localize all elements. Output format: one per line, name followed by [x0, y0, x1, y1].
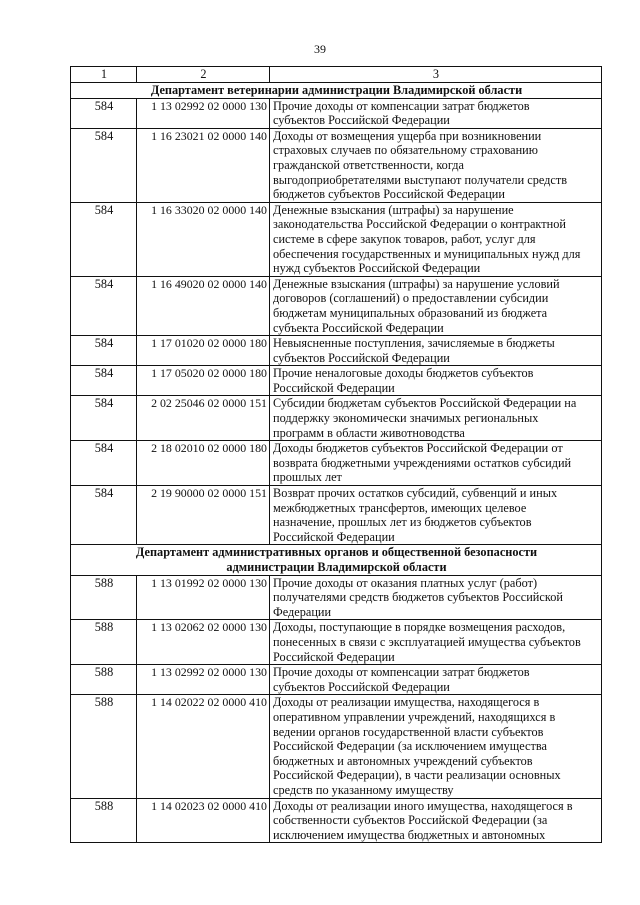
description-line: субъектов Российской Федерации [273, 350, 450, 365]
description-line: межбюджетных трансфертов, имеющих целевое [273, 500, 527, 515]
description-line: бюджетам муниципальных образований из бюджета [273, 305, 548, 320]
description-line: Прочие доходы от компенсации затрат бюджетов [273, 98, 530, 113]
description-line: понесенных в связи с эксплуатацией имущества субъектов [273, 634, 581, 649]
table-row [71, 336, 602, 366]
department-heading-line: Департамент ветеринарии администрации Владимирской области [150, 83, 523, 97]
administrator-code-cell: 584 [71, 336, 137, 366]
description-line: Российской Федерации), в части реализации основных [273, 768, 561, 783]
description-line: бюджетных и автономных учреждений субъектов [273, 753, 533, 768]
description-line: программ в области животноводства [273, 425, 465, 440]
description-line: Прочие доходы от компенсации затрат бюджетов [273, 665, 530, 680]
administrator-code-cell: 584 [71, 441, 137, 486]
description-line: выгодоприобретателями выступают получатели средств [273, 172, 568, 187]
revenue-description-cell [270, 202, 602, 276]
description-line: Прочие неналоговые доходы бюджетов субъектов [273, 366, 534, 381]
description-line: системе в сфере закупок товаров, работ, услуг для [273, 231, 536, 246]
revenue-code-cell: 1 14 02023 02 0000 410 [137, 798, 270, 843]
table-row [71, 396, 602, 441]
description-line: собственности субъектов Российской Федерации (за [273, 813, 548, 828]
table-row [71, 366, 602, 396]
administrator-code-cell: 584 [71, 98, 137, 128]
description-line: Федерации [273, 604, 332, 619]
description-line: бюджетов субъектов Российской Федерации [273, 187, 505, 202]
table-row [71, 128, 602, 202]
description-line: Доходы от возмещения ущерба при возникновении [273, 128, 542, 143]
table-row [71, 98, 602, 128]
revenue-description-cell [270, 366, 602, 396]
description-line: страховых случаев по обязательному страхованию [273, 143, 538, 158]
revenue-description-cell [270, 276, 602, 335]
revenue-code-cell: 1 13 02062 02 0000 130 [137, 620, 270, 665]
description-line: Прочие доходы от оказания платных услуг (работ) [273, 575, 538, 590]
table-row [71, 486, 602, 545]
department-heading-row [71, 545, 602, 575]
administrator-code-cell: 584 [71, 128, 137, 202]
description-line: Российской Федерации (за исключением имущества [273, 739, 547, 754]
revenue-codes-table [70, 66, 602, 843]
revenue-description-cell [270, 396, 602, 441]
description-line: Денежные взыскания (штрафы) за нарушение [273, 202, 514, 217]
administrator-code-cell: 588 [71, 798, 137, 843]
description-line: Российской Федерации [273, 529, 395, 544]
revenue-code-cell: 2 19 90000 02 0000 151 [137, 486, 270, 545]
table-row [71, 695, 602, 798]
administrator-code-cell: 584 [71, 366, 137, 396]
description-line: законодательства Российской Федерации о контрактной [273, 217, 566, 232]
description-line: ведении органов государственной власти субъектов [273, 724, 544, 739]
description-line: обеспечения государственных и муниципальных нужд для [273, 246, 581, 261]
table-row [71, 620, 602, 665]
revenue-description-cell [270, 620, 602, 665]
description-line: нужд субъектов Российской Федерации [273, 261, 481, 276]
administrator-code-cell: 584 [71, 276, 137, 335]
administrator-code-cell: 588 [71, 575, 137, 620]
administrator-code-cell: 584 [71, 202, 137, 276]
revenue-description-cell [270, 575, 602, 620]
revenue-code-cell: 1 17 05020 02 0000 180 [137, 366, 270, 396]
revenue-description-cell [270, 441, 602, 486]
table-row [71, 276, 602, 335]
table-row [71, 441, 602, 486]
description-line: назначение, прошлых лет из бюджетов субъектов [273, 515, 532, 530]
description-line: возврата бюджетными учреждениями остатков субсидий [273, 455, 572, 470]
page-number: 39 [314, 42, 326, 56]
column-number-3: 3 [270, 67, 602, 83]
revenue-code-cell: 1 13 01992 02 0000 130 [137, 575, 270, 620]
description-line: субъектов Российской Федерации [273, 113, 450, 128]
revenue-description-cell [270, 336, 602, 366]
description-line: исключением имущества бюджетных и автономных [273, 827, 546, 842]
description-line: Российской Федерации [273, 649, 395, 664]
department-heading [71, 83, 602, 99]
description-line: средств по указанному имуществу [273, 782, 454, 797]
administrator-code-cell: 588 [71, 695, 137, 798]
column-numbers-row [71, 67, 602, 83]
revenue-description-cell [270, 98, 602, 128]
department-heading-row [71, 83, 602, 99]
description-line: оперативном управлении учреждений, находящихся в [273, 709, 556, 724]
column-number-1: 1 [71, 67, 137, 83]
description-line: Денежные взыскания (штрафы) за нарушение условий [273, 276, 560, 291]
table-row [71, 798, 602, 843]
description-line: поддержку экономически значимых региональных [273, 411, 539, 426]
revenue-code-cell: 1 16 49020 02 0000 140 [137, 276, 270, 335]
administrator-code-cell: 588 [71, 665, 137, 695]
revenue-code-cell: 1 13 02992 02 0000 130 [137, 98, 270, 128]
table-row [71, 575, 602, 620]
description-line: Невыясненные поступления, зачисляемые в бюджеты [273, 336, 555, 351]
description-line: гражданской ответственности, когда [273, 157, 464, 172]
description-line: субъектов Российской Федерации [273, 679, 450, 694]
revenue-code-cell: 2 02 25046 02 0000 151 [137, 396, 270, 441]
column-number-2: 2 [137, 67, 270, 83]
description-line: Доходы, поступающие в порядке возмещения расходов, [273, 620, 566, 635]
revenue-code-cell: 1 13 02992 02 0000 130 [137, 665, 270, 695]
description-line: субъекта Российской Федерации [273, 320, 444, 335]
revenue-code-cell: 1 16 23021 02 0000 140 [137, 128, 270, 202]
revenue-code-cell: 1 17 01020 02 0000 180 [137, 336, 270, 366]
revenue-description-cell [270, 798, 602, 843]
administrator-code-cell: 584 [71, 396, 137, 441]
revenue-code-cell: 1 16 33020 02 0000 140 [137, 202, 270, 276]
department-heading-line: Департамент административных органов и общественной безопасности [135, 545, 538, 560]
description-line: Российской Федерации [273, 380, 395, 395]
table-row [71, 665, 602, 695]
revenue-code-cell: 2 18 02010 02 0000 180 [137, 441, 270, 486]
department-heading-line: администрации Владимирской области [226, 560, 447, 574]
description-line: Доходы от реализации имущества, находящегося в [273, 695, 540, 710]
description-line: Доходы бюджетов субъектов Российской Федерации от [273, 441, 563, 456]
description-line: договоров (соглашений) о предоставлении субсидии [273, 291, 549, 306]
description-line: Возврат прочих остатков субсидий, субвенций и иных [273, 486, 558, 501]
description-line: прошлых лет [273, 470, 342, 485]
description-line: получателями средств бюджетов субъектов Российской [273, 590, 563, 605]
description-line: Субсидии бюджетам субъектов Российской Федерации на [273, 396, 577, 411]
description-line: Доходы от реализации иного имущества, находящегося в [273, 798, 573, 813]
revenue-description-cell [270, 128, 602, 202]
revenue-description-cell [270, 486, 602, 545]
table-row [71, 202, 602, 276]
department-heading [71, 545, 602, 575]
revenue-description-cell [270, 695, 602, 798]
revenue-description-cell [270, 665, 602, 695]
revenue-code-cell: 1 14 02022 02 0000 410 [137, 695, 270, 798]
administrator-code-cell: 588 [71, 620, 137, 665]
administrator-code-cell: 584 [71, 486, 137, 545]
